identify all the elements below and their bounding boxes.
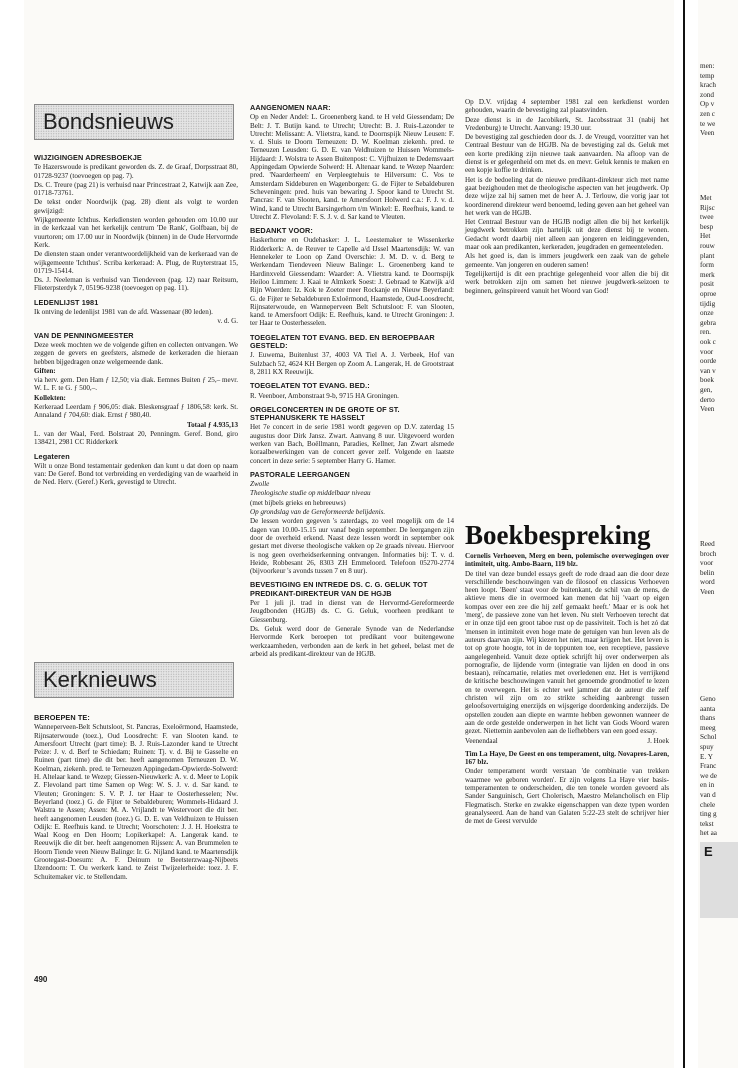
paragraph: Het 7e concert in de serie 1981 wordt gegeven op D.V. zaterdag 15 augustus door Dirk Jansz. Zwart. Aanvang 8 uur. Uitgevoerd worden werken van Bach, Boëllmann, Paradies, Kellner, Jan Zwart alsmede koraalbewerkingen van de concert gever zelf. Volgende en laatste concert in deze serie: 5 september Harry G. Hamer. [250,423,454,465]
next-page-fragment: voor [700,559,714,568]
paragraph: De diensten staan onder verantwoordelijkheid van de kerkeraad van de wijkgemeente 'Ichthus'. Scriba kerkeraad: A. Plug, de Ruyterstraat 15, 01719-15414. [34,250,238,275]
next-page-fragment: ook c [700,338,716,346]
paragraph: Te Hazerswoude is predikant geworden ds. Z. de Graaf, Dorpsstraat 80, 01728-9237 (toevoegen op pag. 7). [34,163,238,180]
next-page-fragment: gen, [700,386,713,394]
page-gutter [683,0,685,1068]
next-page-fragment: Veen [700,588,715,596]
next-page-fragment: men: [700,62,715,70]
next-page-fragment: tijdig [700,299,716,308]
next-page-fragment: onze [700,309,714,318]
next-page-fragment: Veen [700,129,715,138]
next-page-fragment: chele [700,800,716,809]
total: Totaal ƒ 4.935,13 [187,420,238,429]
subtitle: Theologische studie op middelbaar niveau [250,489,371,498]
section-heading: VAN DE PENNINGMEESTER [34,330,134,340]
column-3 [465,98,669,296]
paragraph: Deze week mochten we de volgende giften en collecten ontvangen. We zeggen de gevers en geefsters, alsmede de kerkeraden die hieraan hebben bijgedragen onze welgemeende dank. [34,340,238,366]
paragraph: Per 1 juli jl. trad in dienst van de Hervormd-Gereformeerde Jeugdbonden (HGJB) ds. C. G. Geluk, voorheen predikant te Giessenburg. [250,599,454,624]
next-page-fragment: zen c [700,110,715,118]
next-page-fragment: oproe [700,290,717,298]
paragraph: Wanneperveen-Belt Schutsloot, St. Pancras, Exeloërmond, Haamstede, Rijnsaterwoude (toez.), Oud Loosdrecht: F. van Slooten kand. te Amersfoort Utrecht (part time): B. J. Ruis-Lazonder kand te Utrecht Peize: J. v. d. Berf te Schiedam; Ruinen: Tj. v. d. Bij te Gasselte en Ruinen (part time) die dit ber. heeft aangenomen Terneuzen D. W. Koelman, ziekenh. pred. te Terneuzen Appingedam-Opwierde-Solwerd: H. Altelaar kand. te Wezep; Giessen-Nieuwkerk: A. v. d. Meer te Lopik Z. Flevoland part time Samen op Weg: W. S. J. v. d. Sar kand. te Vleuten; Groningen: S. V. P. J. ter Haar te Oosterhesselen; Nw. Beyerland (toez.) G. de Fijter te Sebaldeburen; Wommels-Hidaard J. Walstra te Assen; Assen: M. A. Vrijlandt te Westervoort die dit ber. heeft aangenomen Leusden (toez.) G. D. E. van Veldhuizen te Huissen Odijk: E. Reefhuis kand. te Utrecht; Voorschoten: J. J. H. Hoekstra te Waal Koog en Den Hoorn; Lopikerkapel: A. Langerak kand. te Reeuwijk die dit ber. heeft aangenomen Rijssen: A. van Brummelen te Hoorn Tiende veen Nieuw Balinge: Ir. G. Nijland kand. te Maartensdijk Grootegast-Doesum: A. F. Deinum te Beetsterzwaag-Nijbeets IJzendoorn: T. Ou werkerk kand. te Zeist Twijzelerheide: toez. J. F. Schuitemaker vic. te Stellendam. [34,723,238,881]
subtitle: (met bijbels grieks en hebreeuws) [250,498,346,507]
boekbespreking-title: Boekbespreking [465,520,651,550]
next-page-fragment: we de [700,771,717,780]
section-heading: BEVESTIGING EN INTREDE DS. C. G. GELUK TOT PREDIKANT-DIREKTEUR VAN DE HGJB [250,580,428,598]
next-page-fragment: krach [700,81,716,90]
next-page-fragment: Op v [700,100,715,109]
next-page-fragment: Franc [700,762,717,771]
section-heading: Legateren [34,451,70,461]
paragraph: Het Centraal Bestuur van de HGJB nodigt allen die bij het kerkelijk jeugdwerk betrokken zijn hartelijk uit deze dienst bij te wonen. Gedacht wordt daarbij niet alleen aan jongeren en leidinggevenden, maar ook aan predikanten, kerkeraden, jeugdraden en gemeenteleden. [465,218,669,252]
next-page-fragment: plant [700,251,715,260]
paragraph: Ds. Geluk werd door de Generale Synode van de Nederlandse Hervormde Kerk beroepen tot predikant voor buitengewone werkzaamheden, verbonden aan de kerk in het geheel, belast met de arbeid als predikant-direkteur van de HGJB. [250,624,454,658]
paragraph: Ik ontving de ledenlijst 1981 van de afd. Wassenaar (80 leden). [34,308,213,317]
next-page-fragment: ren. [700,328,711,337]
next-page-fragment: thans [700,714,716,723]
review-heading: Tim La Haye, De Geest en ons temperament, uitg. Novapres-Laren, 167 blz. [465,749,669,767]
paragraph: J. Euwema, Buitenlust 37, 4003 VA Tiel A. J. Verbeek, Hof van Sulzbach 52, 4624 KH Bergen op Zoom A. Langerak, H. de Grootstraat 8, 2811 KX Reeuwijk. [250,351,454,376]
book-review-column [465,552,669,827]
paragraph: Wijkgemeente Ichthus. Kerkdiensten worden gehouden om 10.00 uur in de kerkzaal van het kerkelijk centrum 'De Rank', Golfbaan, bij de vuurtoren; om 17.00 uur in Noordwijk (binnen) in de Oude Hervormde Kerk. [34,216,238,249]
next-page-fragment: besp [700,222,714,231]
paragraph: De bevestiging zal geschieden door ds. J. de Vreugd, voorzitter van het Centraal Bestuur van de HGJB. Na de bevestiging zal ds. Geluk met een korte prediking zijn nieuwe taak aanvaarden. Na afloop van de dienst is er gelegenheid om met ds. en mevr. Geluk kennis te maken en een kopje koffie te drinken. [465,133,669,175]
next-page-fragment: van d [700,791,716,799]
subtitle: Op grondslag van de Gereformeerde belijdenis. [250,508,386,517]
next-page-fragment: ting g [700,810,717,819]
section-heading: TOEGELATEN TOT EVANG. BED.: [250,381,370,391]
next-page-fragment: rouw [700,242,715,250]
column-2 [250,98,454,659]
section-heading: PASTORALE LEERGANGEN [250,469,350,479]
signature: v. d. G. [217,317,238,326]
signature: L. van der Waal, Ferd. Bolstraat 20, Penningm. Geref. Bond, giro 138421, 2981 CC Ridderkerk [34,429,238,447]
column-1-lower [34,708,238,882]
next-page-fragment: voor [700,347,714,356]
signature [465,737,669,745]
next-page-fragment: temp [700,71,715,80]
paragraph: Wilt u onze Bond testamentair gedenken dan kunt u dat doen op naam van: De Geref. Bond tot verbreiding en verdediging van de waarheid in de Ned. Herv. (Geref.) Kerk, gevestigd te Utrecht. [34,461,238,487]
paragraph: Op D.V. vrijdag 4 september 1981 zal een kerkdienst worden gehouden, waarin de bevestiging zal plaatsvinden. [465,98,669,115]
next-page-fragment: het aa [700,829,717,838]
paragraph: Deze dienst is in de Jacobikerk, St. Jacobsstraat 31 (nabij het Vredenburg) te Utrecht. Aanvang: 19.30 uur. [465,115,669,132]
next-page-fragment: form [700,261,714,270]
subheading: Kollekten: [34,393,66,402]
section-heading: WIJZIGINGEN ADRESBOEKJE [34,153,142,162]
subtitle: Zwolle [250,480,270,489]
next-page-fragment: E. Y [700,752,713,761]
paragraph: Onder temperament wordt verstaan 'de combinatie van trekken waarmee we geboren worden'. Er zijn volgens La Haye vier basis-temperamenten te onderscheiden, die ten tonele worden gevoerd als Sander Sanguinisch, Gert Cholerisch, Maestro Melancholisch en Flip Flegmatisch. Sterke en zwakke eigenschappen van deze typen worden geanalyseerd. Aan de hand van Galaten 5:22-23 stelt de schrijver hier de met de Geest vervulde [465,767,669,826]
paragraph: Als het goed is, dan is immers jeugdwerk een zaak van de gehele gemeente. Van jongeren en ouderen samen! [465,252,669,269]
next-page-fragment: boek [700,376,714,385]
review-place: Veenendaal [465,736,498,745]
next-page-fragment: Rijsc [700,203,715,212]
subheading: Giften: [34,366,56,375]
review-heading: Cornelis Verhoeven, Merg en been, polemische overwegingen over intimiteit, uitg. Ambo-Baarn, 119 blz. [465,552,669,569]
page-number: 490 [34,975,48,984]
next-page-fragment: twee [700,213,714,222]
next-page-fragment: oorde [700,357,717,366]
section-heading: ORGELCONCERTEN IN DE GROTE OF ST. STEPHANUSKERK TE HASSELT [250,404,400,423]
next-page-fragment: broch [700,549,717,558]
next-page-fragment: aanta [700,704,716,713]
review-author: J. Hoek [647,736,669,745]
paragraph: Op en Neder Andel: L. Groenenberg kand. te H veld Giessendam; De Belt: J. T. Butijn kand. te Utrecht; Utrecht: B. J. Ruis-Lazonder te Utrecht: Melissant: A. Vlietstra, kand. te Doornspijk Nieuw Leusen: F. v. d. Sluis te Doorn Terneuzen: D. W. Koelman ziekenh. pred. te Terneuzen Leusden: G. D. E. van Veldhuizen te Huissen Wommels-Hijdaard: J. Wolstra te Assen Buitenpost: C. Vijfhuizen te Dedemsvaart Appingedam Opwierde Solwerd: H. Altenaar kand. te Wezep Naarden: pred. 'Naarderheem' en Verpleegtehuis te Hilversum: C. Vos te Amsterdam Siddeburen en Wagenborgen: G. de Fijter te Sebaldeburen Scheveningen: pred. huis van bewaring J. Spoor kand te Utrecht St. Pancras: F. van Slooten, kand. te Amersfoort Holwerd c.a.: F. J. v. d. Wind, kand te Utrecht Barsingerhorn t/m Winkel: E. Reefhuis, kand. te Utrecht Z. Flevoland: F. S. J. v. d. Sar kand te Vleuten. [250,113,454,221]
section-heading: AANGENOMEN NAAR: [250,103,331,112]
paragraph: Kerkeraad Leerdam ƒ 906,05: diak. Bleskensgraaf ƒ 1806,58: kerk. St. Annaland ƒ 704,60: diak. Ernst ƒ 980,40. [34,403,238,420]
section-heading: BEROEPEN TE: [34,713,90,722]
section-heading: TOEGELATEN TOT EVANG. BED. EN BEROEPBAAR GESTELD: [250,332,435,351]
paragraph: De titel van deze bundel essays geeft de rode draad aan die door deze verschillende beschouwingen van de filosoof en classicus Verhoeven heen loopt. 'Been' staat voor de buitenkant, de schil van de mens, de aktieve mens die in overmoed kan menen dat hij 'vaart op eigen kompas over een zee die hij zelf gemaakt heeft.' Maar er is ook het 'merg', de passieve zone van het leven. Nu stelt Verhoeven terecht dat er in onze tijd een groot taboe rust op de passiviteit. Toch is het zó dat 'mensen in intimiteit even hoge mate de getuigen van hun leven als de auteurs daarvan zijn. Wij kiezen het niet, maar krijgen het. Het leven is tot op grote hoogte, tot in de toppunten toe, een receptieve, passieve aangelegenheid. Vanuit deze optiek schrijft hij over onderwerpen als pornografie, de lijdende vorm (integratie van lijden en dood in ons bestaan), reïncarnatie, relaties met overledenen enz. Het is verrijkend de kritische beschouwingen vanuit het genoemde grondmotief te lezen en te overwegen. Het is echter wel jammer dat de auteur die zelf christen wil zijn om zo strikte scheiding aanbrengt tussen geloofsovertuiging enerzijds en wijsgerige doordenking anderzijds. De opstellen zouden aan diepte en warmte hebben gewonnen wanneer de aan de orde gestelde onderwerpen in het licht van Gods Woord waren gezet. Niettemin aanbevolen aan de liefhebbers van een goed essay. [465,569,669,736]
next-page-box: E [700,842,738,918]
next-page-fragment: Het [700,232,711,241]
next-page-fragment: meeg [700,723,716,732]
paragraph: De lessen worden gegeven 's zaterdags, zo veel mogelijk om de 14 dagen van 10.00-15.15 uur vanaf begin september. De leergangen zijn door de overheid erkend. Naast deze lessen wordt in september ook gestart met diverse theologische vakken op 2e graads niveau. Hiervoor is nog geen overheidserkenning ontvangen. Informaties bij: T. v. d. Heide, Robbesant 26, 8303 ZH Emmeloord. Telefoon 05270-2774 (bijvoorkeur 's avonds tussen 7 en 8 uur). [250,517,454,576]
next-page-fragment: Geno [700,695,716,703]
section-heading: LEDENLIJST 1981 [34,297,99,307]
next-page-fragment: te we [700,119,716,128]
section-heading: BEDANKT VOOR: [250,226,313,236]
next-page-fragment: posit [700,280,714,289]
paragraph: Tegelijkertijd is dit een prachtige gelegenheid voor allen die bij dit werk betrokken zijn om samen het nieuwe jeugdwerk-seizoen te beginnen, geïnspireerd vanuit het Woord van God! [465,269,669,295]
next-page-fragment: Reed [700,540,715,548]
next-page-fragment: tekst [700,819,714,828]
next-page-fragment: spuy [700,743,714,751]
next-page-fragment: van v [700,366,716,375]
next-page-fragment: en in [700,781,715,790]
paragraph: Ds. J. Neeleman is verhuisd van Tiendeveen (pag. 12) naar Reitsum, Flieterpsterdyk 7, 05196-9238 (toevoegen op pag. 11). [34,276,238,293]
paragraph: Haskerhorne en Oudehasker: J. L. Leestemaker te Wissenkerke Ridderkerk: A. de Reuver te Capelle a/d IJssel Maartensdijk: W. van Hennekeler te Loon op Zand Overschie: J. M. D. v. d. Berg te Werkendam Tiendeveen Nieuw Balinge: L. Groenenberg kand te Hardinxveld Giessendam: Waarder: A. Vlietstra kand. te Doornspijk Heiloo Limmen: J. Kaai te Almkerk Soest: J. Gebraad te Katwijk a/d Rijn Woerden: Iz. Kok te Zoeter meer Rockanje en Nieuw Beyerland: G. de Fijter te Sebaldeburen Exloërmond, Haamstede, Oud-Loosdrecht, Rijnsaterwoude, en Wanneperveen Belt Schutsloot: F. van Slooten, kand. te Amersfoort Odijk: E. Reefhuis, kand. te Utrecht Groningen: J. ter Haar te Oosterhesselen. [250,236,454,328]
paragraph: De tekst onder Noordwijk (pag. 28) dient als volgt te worden gewijzigd: [34,198,238,215]
kerknieuws-banner: Kerknieuws [34,662,234,698]
next-page-fragment: Met [700,194,712,202]
paragraph: Het is de bedoeling dat de nieuwe predikant-direkteur zich met name gaat bezighouden met de theologische aspecten van het jeugdwerk. Op deze wijze zal hij samen met de heer A. J. Terlouw, die vorig jaar tot koordinerend direkteur werd benoemd, leding geven aan het geheel van het werk van de HGJB. [465,175,669,217]
paragraph: R. Veenboer, Ambonstraat 9-b, 9715 HA Groningen. [250,391,399,400]
next-page-fragment: merk [700,270,715,279]
next-page-fragment: word [700,578,715,587]
bondsnieuws-banner: Bondsnieuws [34,104,234,140]
next-page-fragment: zond [700,90,714,99]
next-page-fragment: belin [700,568,715,577]
next-page-fragment: derto [700,395,715,404]
paragraph: Ds. C. Treure (pag 21) is verhuisd naar Princestraat 2, Katwijk aan Zee, 01718-73761. [34,180,238,198]
next-page-fragment: Veen [700,405,715,414]
column-1 [34,148,238,488]
paragraph: via herv. gem. Den Ham ƒ 12,50; via diak. Eemnes Buiten ƒ 25,– mevr. W. L. F. te G. ƒ 500,–. [34,376,238,393]
next-page-fragment: gebra [700,318,716,327]
next-page-fragment: Schol [700,733,717,742]
